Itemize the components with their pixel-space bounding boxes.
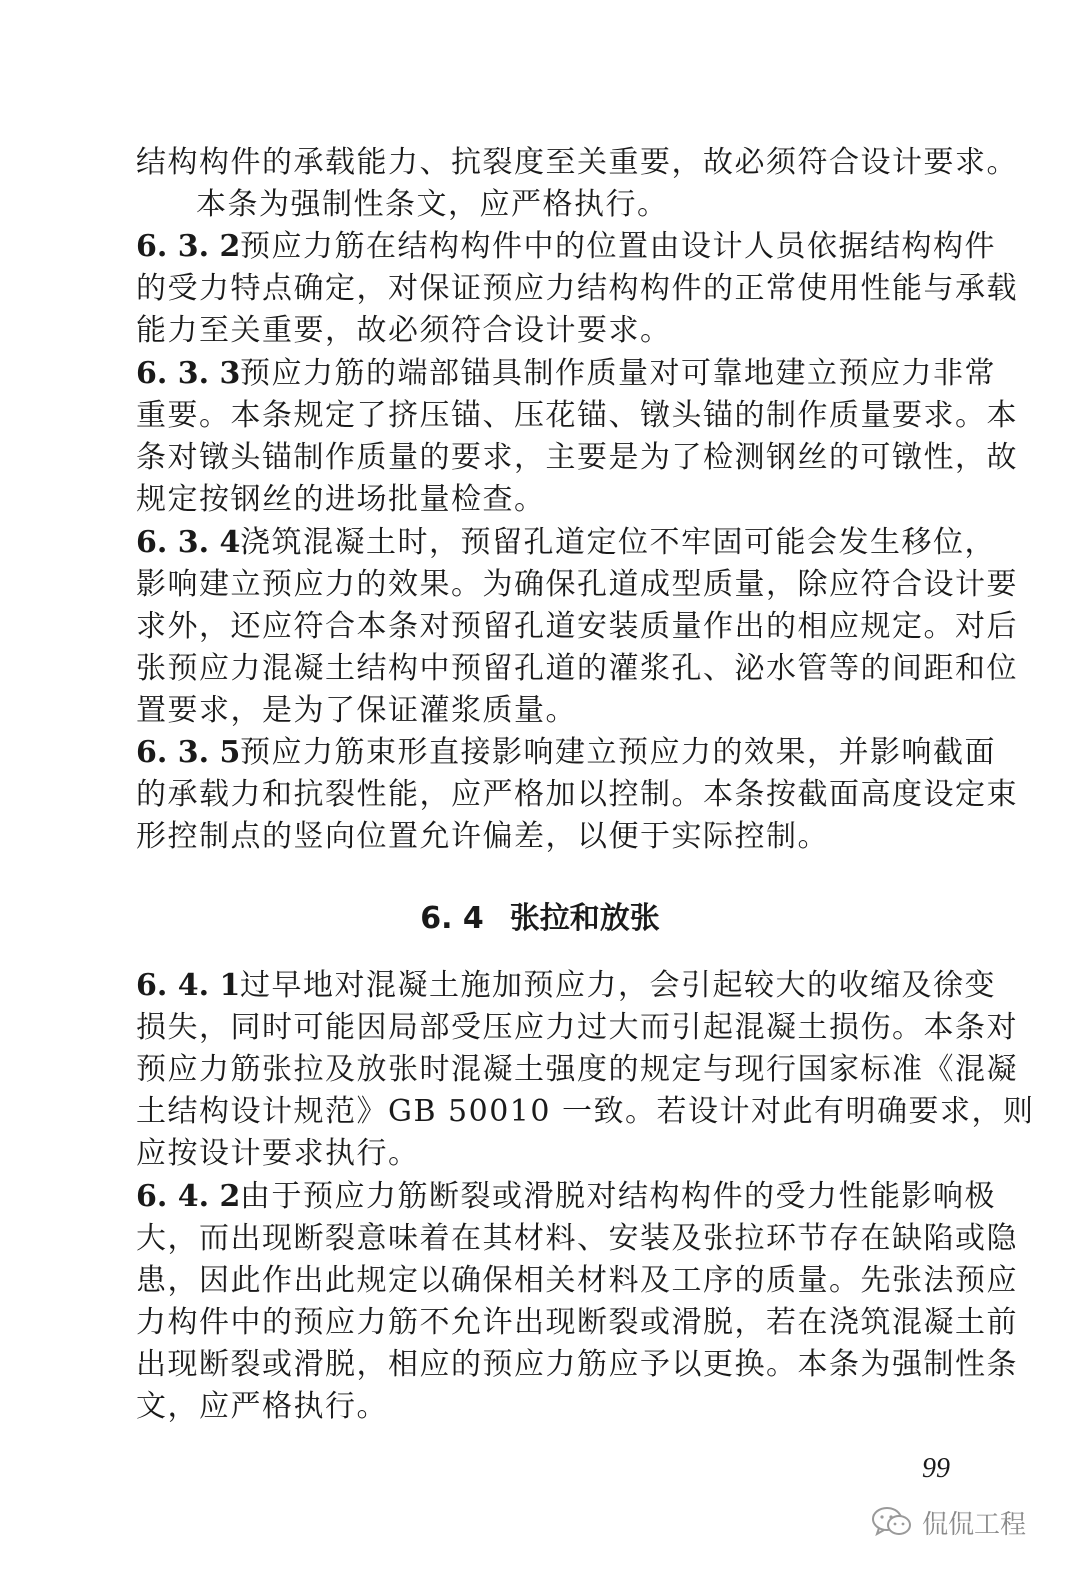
page-number: 99 [922,1453,950,1484]
clause-6-3-2 [136,226,996,268]
paragraph-line: 重要。本条规定了挤压锚、压花锚、镦头锚的制作质量要求。本 [136,398,1018,433]
paragraph-line: 预应力筋张拉及放张时混凝土强度的规定与现行国家标准《混凝 [136,1052,1018,1087]
clause-number: 6. 3. 2 [136,229,241,264]
paragraph-line: 文，应严格执行。 [136,1389,388,1424]
paragraph-line: 过早地对混凝土施加预应力，会引起较大的收缩及徐变 [240,968,996,1003]
paragraph-line: 形控制点的竖向位置允许偏差，以便于实际控制。 [136,819,829,854]
paragraph-line: 求外，还应符合本条对预留孔道安装质量作出的相应规定。对后 [136,609,1018,644]
clause-number: 6. 3. 5 [136,735,241,770]
paragraph-line: 的承载力和抗裂性能，应严格加以控制。本条按截面高度设定束 [136,777,1018,812]
watermark-text: 侃侃工程 [922,1509,1027,1540]
paragraph-line: 由于预应力筋断裂或滑脱对结构构件的受力性能影响极 [240,1179,996,1214]
paragraph-line: 预应力筋的端部锚具制作质量对可靠地建立预应力非常 [240,356,996,391]
clause-6-3-5 [136,732,996,774]
paragraph-line: 损失，同时可能因局部受压应力过大而引起混凝土损伤。本条对 [136,1010,1018,1045]
clause-6-3-3 [136,353,996,395]
paragraph-line: 预应力筋束形直接影响建立预应力的效果，并影响截面 [240,735,996,770]
paragraph-line: 应按设计要求执行。 [136,1136,420,1171]
paragraph-line: 条对镦头锚制作质量的要求，主要是为了检测钢丝的可镦性，故 [136,440,1018,475]
paragraph-line: 规定按钢丝的进场批量检查。 [136,482,546,517]
paragraph-line: 张预应力混凝土结构中预留孔道的灌浆孔、泌水管等的间距和位 [136,651,1018,686]
paragraph-line: 置要求，是为了保证灌浆质量。 [136,693,577,728]
paragraph-line: 本条为强制性条文，应严格执行。 [196,187,669,222]
clause-number: 6. 4. 2 [136,1179,241,1214]
watermark [870,1500,1026,1544]
paragraph-line: 患，因此作出此规定以确保相关材料及工序的质量。先张法预应 [136,1263,1018,1298]
paragraph-line: 结构构件的承载能力、抗裂度至关重要，故必须符合设计要求。 [136,145,1018,180]
section-heading [0,898,1080,940]
clause-6-4-1 [136,965,996,1007]
section-title: 张拉和放张 [509,901,660,936]
clause-number: 6. 3. 4 [136,525,241,560]
paragraph-line: 影响建立预应力的效果。为确保孔道成型质量，除应符合设计要 [136,567,1018,602]
paragraph-line: 出现断裂或滑脱，相应的预应力筋应予以更换。本条为强制性条 [136,1347,1018,1382]
paragraph-line: 土结构设计规范》GB 50010 一致。若设计对此有明确要求，则 [136,1094,1035,1129]
paragraph-line: 预应力筋在结构构件中的位置由设计人员依据结构构件 [240,229,996,264]
paragraph-line: 的受力特点确定，对保证预应力结构构件的正常使用性能与承载 [136,271,1018,306]
wechat-icon [870,1504,914,1540]
paragraph-line: 大，而出现断裂意味着在其材料、安装及张拉环节存在缺陷或隐 [136,1221,1018,1256]
section-number: 6. 4 [420,901,484,936]
clause-number: 6. 3. 3 [136,356,241,391]
clause-6-4-2 [136,1176,996,1218]
paragraph-line: 能力至关重要，故必须符合设计要求。 [136,313,672,348]
paragraph-line: 浇筑混凝土时，预留孔道定位不牢固可能会发生移位， [240,525,996,560]
clause-number: 6. 4. 1 [136,968,241,1003]
clause-6-3-4 [136,522,996,564]
paragraph-line: 力构件中的预应力筋不允许出现断裂或滑脱，若在浇筑混凝土前 [136,1305,1018,1340]
